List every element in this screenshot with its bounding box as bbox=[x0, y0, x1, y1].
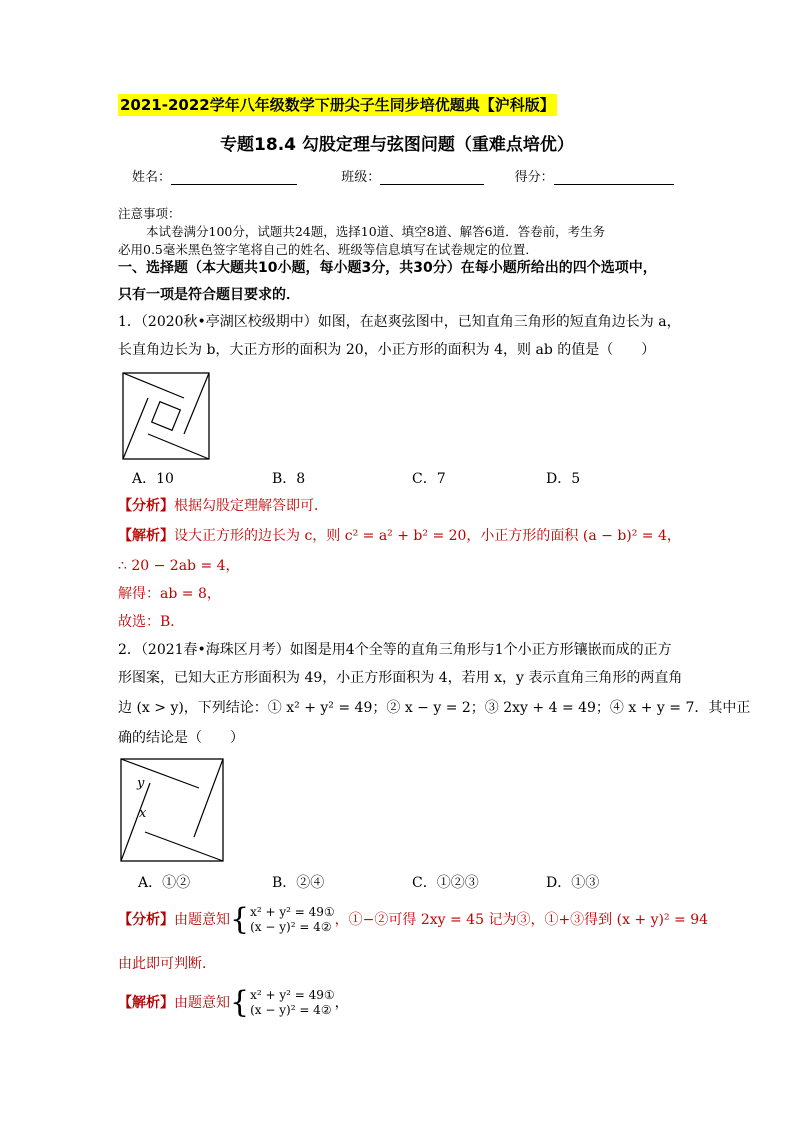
q2-line-2: 形图案，已知大正方形面积为 49，小正方形面积为 4，若用 x，y 表示直角三角形的两直角 bbox=[118, 670, 683, 686]
q1-option-a[interactable]: A．10 bbox=[132, 471, 174, 487]
q1-step-2: 解得：ab = 8， bbox=[118, 586, 221, 602]
q2-analysis-brace: { bbox=[230, 902, 250, 937]
section1-line-2: 只有一项是符合题目要求的． bbox=[118, 287, 300, 303]
notes-line-1: 本试卷满分100分，试题共24题，选择10道、填空8道、解答6道．答卷前，考生务 bbox=[146, 224, 606, 239]
q1-option-d[interactable]: D．5 bbox=[546, 471, 581, 487]
q2-analysis-tag: 【分析】 bbox=[118, 912, 174, 928]
q1-option-b[interactable]: B．8 bbox=[272, 471, 306, 487]
q2-option-b[interactable]: B．②④ bbox=[272, 875, 325, 891]
q2-analysis bbox=[118, 903, 708, 937]
header-banner: 2021-2022学年八年级数学下册尖子生同步培优题典【沪科版】 bbox=[120, 96, 555, 114]
q1-solution bbox=[118, 526, 681, 546]
q1-option-c[interactable]: C．7 bbox=[412, 471, 446, 487]
q2-analysis-pre: 由题意知 bbox=[174, 912, 230, 928]
q1-solution-tag: 【解析】 bbox=[118, 528, 174, 544]
q2-option-a[interactable]: A．①② bbox=[138, 875, 191, 891]
q2-analysis-eq1: x² + y² = 49① bbox=[250, 905, 335, 919]
q2-analysis-system bbox=[250, 905, 335, 935]
q2-solution-tag: 【解析】 bbox=[118, 995, 174, 1011]
score-field[interactable] bbox=[554, 170, 674, 185]
name-label: 姓名： bbox=[132, 170, 172, 185]
q2-figure bbox=[120, 758, 224, 862]
q2-solution-system bbox=[250, 988, 335, 1018]
q1-analysis bbox=[118, 496, 328, 516]
q2-solution-eq2: (x − y)² = 4② bbox=[250, 1003, 332, 1017]
class-field[interactable] bbox=[380, 170, 484, 185]
q2-solution-eq1: x² + y² = 49① bbox=[250, 988, 335, 1002]
info-row bbox=[132, 166, 674, 185]
q2-line-1: 2．（2021春•海珠区月考）如图是用4个全等的直角三角形与1个小正方形镶嵌而成的正方 bbox=[118, 642, 672, 658]
q2-analysis-eq2: (x − y)² = 4② bbox=[250, 920, 332, 934]
section1-line-1: 一、选择题（本大题共10小题，每小题3分，共30分）在每小题所给出的四个选项中， bbox=[118, 260, 657, 276]
q1-figure bbox=[122, 372, 210, 460]
q2-figure-label-x: x bbox=[139, 806, 147, 821]
q1-step-1: ∴ 20 − 2ab = 4， bbox=[118, 558, 240, 574]
q2-figure-label-y: y bbox=[137, 776, 145, 791]
q2-analysis-mid: ，①−②可得 2xy = 45 记为③，①+③得到 (x + y)² = 94 bbox=[334, 912, 709, 928]
name-field[interactable] bbox=[171, 170, 297, 185]
notes-line-2: 必用0.5毫米黑色签字笔将自己的姓名、班级等信息填写在试卷规定的位置． bbox=[118, 242, 538, 257]
class-label: 班级： bbox=[341, 170, 381, 185]
score-label: 得分： bbox=[514, 170, 554, 185]
q2-solution bbox=[118, 986, 349, 1020]
q1-solution-text: 设大正方形的边长为 c，则 c² = a² + b² = 20，小正方形的面积 (a − b)² = 4， bbox=[174, 528, 681, 544]
q1-line-2: 长直角边长为 b，大正方形的面积为 20，小正方形的面积为 4，则 ab 的值是（ ） bbox=[118, 342, 656, 358]
q2-option-d[interactable]: D．①③ bbox=[546, 875, 600, 891]
q1-line-1: 1．（2020秋•亭湖区校级期中）如图，在赵爽弦图中，已知直角三角形的短直角边长为 a， bbox=[118, 314, 681, 330]
q2-analysis-end: 由此即可判断． bbox=[118, 956, 216, 972]
q2-solution-pre: 由题意知 bbox=[174, 995, 230, 1011]
q2-option-c[interactable]: C．①②③ bbox=[412, 875, 479, 891]
q1-step-3: 故选：B． bbox=[118, 614, 185, 630]
q2-solution-brace: { bbox=[230, 985, 250, 1020]
q2-line-3: 边 (x > y)，下列结论：① x² + y² = 49；② x − y = 2；③ 2xy + 4 = 49；④ x + y = 7．其中正 bbox=[118, 700, 751, 716]
q2-line-4: 确的结论是（ ） bbox=[118, 730, 244, 746]
q1-analysis-tag: 【分析】 bbox=[118, 498, 174, 514]
q1-analysis-text: 根据勾股定理解答即可． bbox=[174, 498, 328, 514]
page-title: 专题18.4 勾股定理与弦图问题（重难点培优） bbox=[220, 135, 574, 155]
q2-solution-post: ， bbox=[334, 995, 349, 1011]
notes-heading: 注意事项： bbox=[118, 206, 181, 221]
